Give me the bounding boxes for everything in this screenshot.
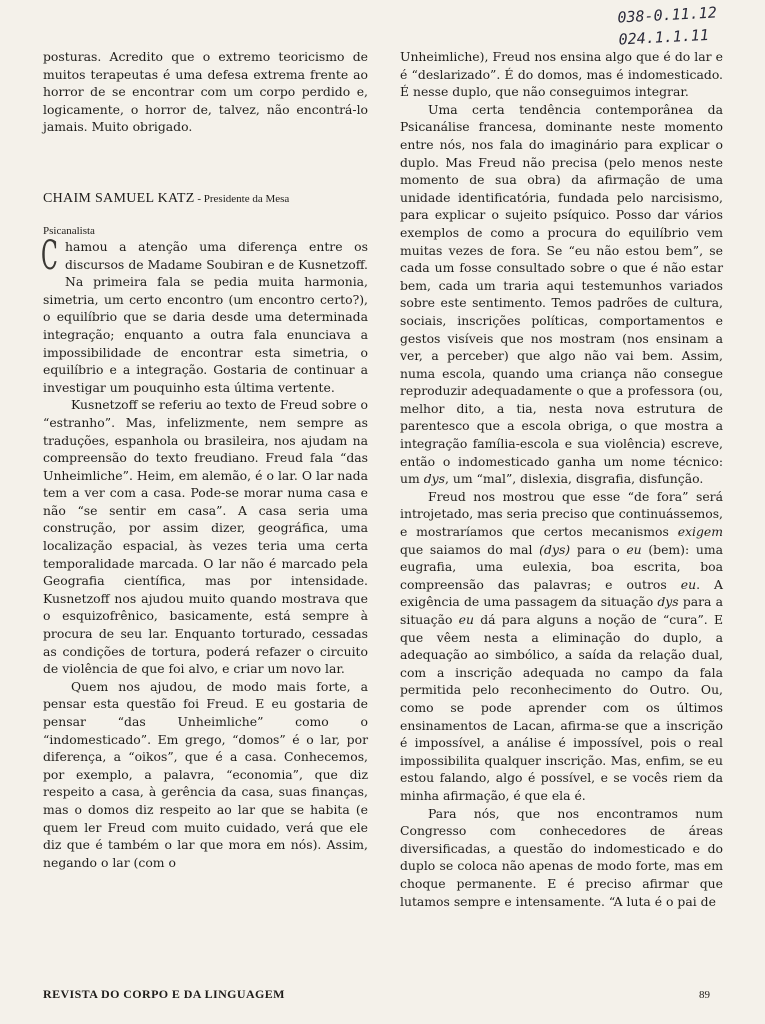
term-dys: dys (657, 594, 679, 610)
speaker-role: - Presidente da Mesa (194, 192, 290, 205)
term-dys: dys (423, 471, 445, 487)
term-eu: eu (626, 541, 642, 557)
text-segment: para a situação (400, 594, 723, 627)
paragraph-tendencia-text: Uma certa tendência contemporânea da Psicanálise francesa, dominante neste momento entre nós, nos fala do imaginário para explicar o duplo. Mas Freud não precisa (pelo menos neste momento de sua obra) da afirmação de uma unidade identificatória, fundada pelo narcisismo, para explicar o sujeito psíquico. Posso dar vários exemplos de como a procura do equilíbrio vem muitas vezes de fora. Se “eu não estou bem”, se cada um fosse consultado sobre o que é não estar bem, cada um traria aqui testemunhos variados sobre este sentimento. Temos padrões de cultura, sociais, inscrições políticas, comportamentos e gestos visíveis que nos mostram (nos ensinam a ver, a perceber) que algo não vai bem. Assim, numa escola, quando uma criança não consegue reproduzir adequadamente o que a professora (ou, melhor dito, a tia, nesta nova estrutura de parentesco que a escola obriga, o que mostra a integração família-escola e sua violência) escreve, então o indomesticado ganha um nome técnico: um (400, 101, 723, 487)
paragraph-congresso: Para nós, que nos encontramos num Congresso com conhecedores de áreas diversificadas, a questão do indomesticado e do duplo se coloca não apenas de modo forte, mas em choque permanente. E é preciso afirmar que lutamos sempre e intensamente. “A luta é o pai de (400, 805, 723, 909)
left-column (43, 48, 368, 871)
text-segment: Freud nos mostrou que esse “de fora” será introjetado, mas seria preciso que continuássemos, e mostraríamos que certos mecanismos (400, 488, 723, 540)
term-exigem: exigem (677, 524, 723, 540)
speaker-heading (43, 190, 368, 208)
annotation-line-1: 038-0.11.12 (617, 3, 718, 27)
text-segment: para o (570, 541, 627, 557)
speaker-affiliation: Psicanalista (43, 224, 95, 237)
page-number: 89 (699, 989, 710, 1001)
paragraph-intro (41, 232, 368, 396)
term-eu: eu (680, 576, 697, 592)
paragraph-tendencia (400, 101, 723, 488)
term-eu: eu (458, 612, 474, 627)
paragraph-kusnetzoff: Kusnetzoff se referiu ao texto de Freud sobre o “estranho”. Mas, infelizmente, nem sempre as traduções, espanhola ou brasileira, nos ajudam na compreensão do texto freudiano. Freud fala “das Unheimliche”. Heim, em alemão, é o lar. O lar nada tem a ver com a casa. Pode-se morar numa casa e não “se sentir em casa”. A casa seria uma construção, por assim dizer, geográfica, uma localização espacial, às vezes teria uma certa temporalidade marcada. O lar não é marcado pela Geografia científica, mas por intensidade. Kusnetzoff nos ajudou muito quando mostrava que o esquizofrênico, basicamente, está sempre à procura de seu lar. Enquanto torturado, cessadas as condições de tortura, poderá refazer o circuito de violência de que foi alvo, e criar um novo lar. (43, 397, 368, 677)
term-dys: (dys) (539, 541, 571, 557)
paragraph-domos: Quem nos ajudou, de modo mais forte, a pensar esta questão foi Freud. E eu gostaria de pensar “das Unheimliche” como o “indomesticado”. Em grego, “domos” é o lar, por diferença, a “oikos”, que é a casa. Conhecemos, por exemplo, a palavra, “economia”, que diz respeito a casa, à gerência da casa, suas finanças, mas o domos diz respeito ao lar que se habita (e quem ler Freud com muito cuidado, verá que ele diz que é também o lar que mora em nós). Assim, negando o lar (com o (43, 678, 368, 870)
handwritten-annotation (617, 1, 719, 50)
text-segment: . A exigência de uma passagem da situação (400, 576, 724, 610)
paragraph-closing-previous: posturas. Acredito que o extremo teoricismo de muitos terapeutas é uma defesa extrema frente ao horror de se encontrar com um corpo perdido e, logicamente, o horror de, talvez, não encontrá-lo jamais. Muito obrigado. (43, 49, 368, 135)
drop-cap: C (41, 232, 58, 279)
text-segment: que saiamos do mal (400, 541, 540, 557)
annotation-line-2: 024.1.1.11 (618, 25, 710, 49)
text-segment: dá para alguns a noção de “cura”. E que vêem nesta a eliminação do duplo, a adequação ao simbólico, a saída da relação dual, com a inscrição adequada no campo da fala permitida pelo reconhecimento do Outro. Ou, como se pode aprender com os últimos ensinamentos de Lacan, afirma-se que a inscrição é impossível, a análise é impossível, pois o real impossibilita qualquer inscrição. Mas, enfim, se eu estou falando, algo é possível, e se vocês riem da minha afirmação, é que ela é. (400, 612, 723, 803)
paragraph-tendencia-tail: , um “mal”, dislexia, disgrafia, disfunção. (444, 471, 704, 487)
speaker-name: CHAIM SAMUEL KATZ (43, 190, 195, 206)
paragraph-de-fora (400, 488, 723, 805)
right-column (400, 48, 723, 910)
text-segment: (bem): uma eugrafia, uma eulexia, boa escrita, boa compreensão das palavras; e outros (400, 541, 723, 592)
paragraph-intro-text: hamou a atenção uma diferença entre os discursos de Madame Soubiran e de Kusnetzoff. Na primeira fala se pedia muita harmonia, simetria, um certo encontro (um encontro certo?), o equilíbrio que se daria desde uma determinada integração; enquanto a outra fala enunciava a impossibilidade de encontrar esta simetria, o equilíbrio e a integração. Gostaria de continuar a investigar um pouquinho esta última vertente. (43, 238, 368, 395)
journal-title: REVISTA DO CORPO E DA LINGUAGEM (43, 987, 285, 1001)
paragraph-unheimliche: Unheimliche), Freud nos ensina algo que é do lar e é “deslarizado”. É do domos, mas é indomesticado. É nesse duplo, que não conseguimos integrar. (400, 49, 723, 100)
